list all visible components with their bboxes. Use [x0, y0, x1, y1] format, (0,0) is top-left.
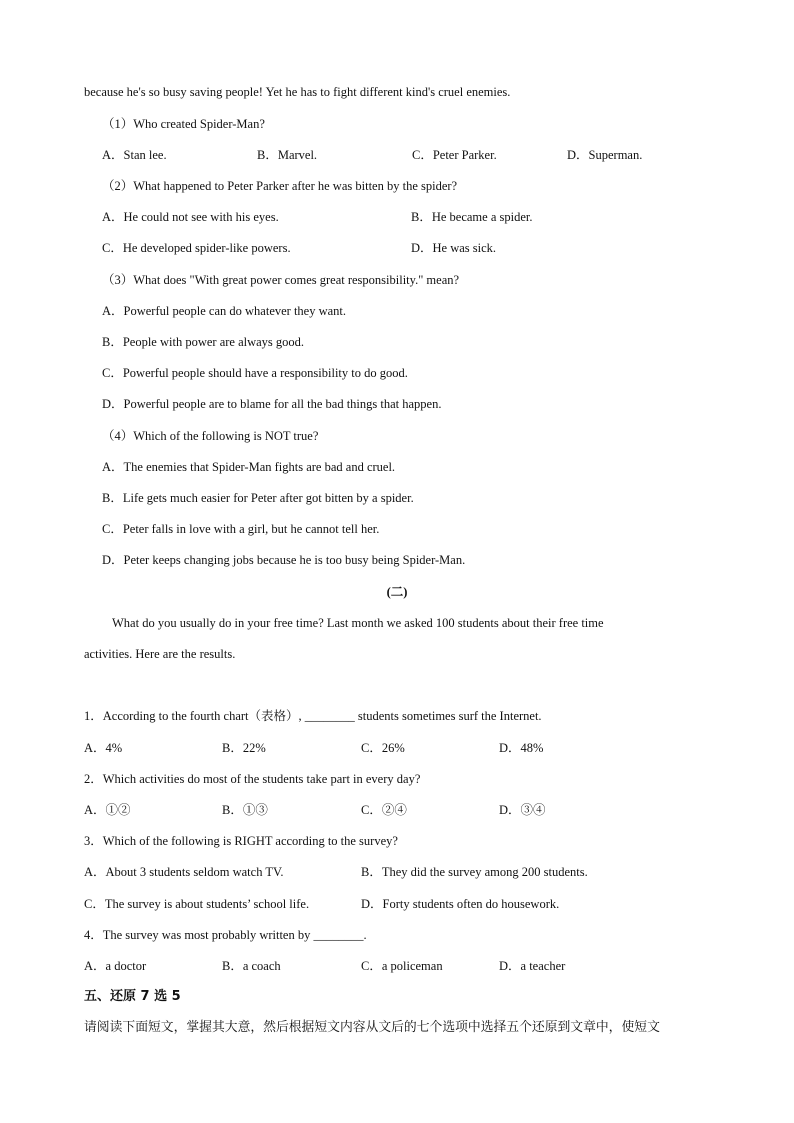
option-c: C．a policeman [361, 959, 443, 973]
survey-question-3-stem: 3．Which of the following is RIGHT according to the survey? [84, 834, 398, 848]
option-d: D．Forty students often do housework. [361, 897, 560, 911]
section-instruction: 请阅读下面短文，掌握其大意，然后根据短文内容从文后的七个选项中选择五个还原到文章中，使短文 [84, 1020, 660, 1035]
survey-question-4-stem: 4．The survey was most probably written by ________. [84, 928, 367, 942]
option-a: A．a doctor [84, 959, 147, 973]
option-b: B．Life gets much easier for Peter after got bitten by a spider. [102, 491, 414, 505]
option-b: B．People with power are always good. [102, 335, 305, 349]
option-c: C．He developed spider-like powers. [102, 241, 291, 255]
option-d: D．He was sick. [411, 241, 497, 255]
section-heading: 五、还原 7 选 5 [84, 989, 181, 1004]
option-b: B．a coach [222, 959, 281, 973]
question-4-stem: （4）Which of the following is NOT true? [102, 429, 319, 443]
option-c: C．Powerful people should have a responsibility to do good. [102, 366, 408, 380]
option-a: A．He could not see with his eyes. [102, 210, 279, 224]
option-a: A．Stan lee. [102, 148, 167, 162]
option-d: D．48% [499, 741, 544, 755]
option-a: A．①② [84, 803, 131, 817]
question-3-stem: （3）What does "With great power comes great responsibility." mean? [102, 273, 460, 287]
option-c: C．Peter Parker. [412, 148, 497, 162]
question-2-stem: （2）What happened to Peter Parker after he was bitten by the spider? [102, 179, 458, 193]
option-d: D．Powerful people are to blame for all the bad things that happen. [102, 397, 442, 411]
survey-question-2-stem: 2．Which activities do most of the students take part in every day? [84, 772, 421, 786]
option-a: A．4% [84, 741, 123, 755]
option-b: B．Marvel. [257, 148, 318, 162]
option-b: B．22% [222, 741, 266, 755]
option-c: C．②④ [361, 803, 407, 817]
option-a: A．Powerful people can do whatever they want. [102, 304, 347, 318]
section-title: (二) [386, 585, 408, 599]
option-b: B．①③ [222, 803, 268, 817]
option-b: B．They did the survey among 200 students. [361, 865, 588, 879]
option-d: D．Peter keeps changing jobs because he is too busy being Spider-Man. [102, 553, 466, 567]
question-1-stem: （1）Who created Spider-Man? [102, 117, 265, 131]
option-c: C．26% [361, 741, 405, 755]
option-a: A．The enemies that Spider-Man fights are bad and cruel. [102, 460, 396, 474]
option-d: D．Superman. [567, 148, 643, 162]
option-c: C．Peter falls in love with a girl, but he cannot tell her. [102, 522, 380, 536]
section-intro-line-1: What do you usually do in your free time? Last month we asked 100 students about their free time [112, 616, 604, 630]
section-intro-line-2: activities. Here are the results. [84, 647, 236, 661]
option-b: B．He became a spider. [411, 210, 533, 224]
passage-text: because he's so busy saving people! Yet he has to fight different kind's cruel enemies. [84, 85, 511, 99]
option-c: C．The survey is about students’ school life. [84, 897, 310, 911]
survey-question-1-stem: 1．According to the fourth chart（表格）, ________ students sometimes surf the Internet. [84, 709, 542, 723]
option-d: D．③④ [499, 803, 546, 817]
option-a: A．About 3 students seldom watch TV. [84, 865, 284, 879]
option-d: D．a teacher [499, 959, 566, 973]
